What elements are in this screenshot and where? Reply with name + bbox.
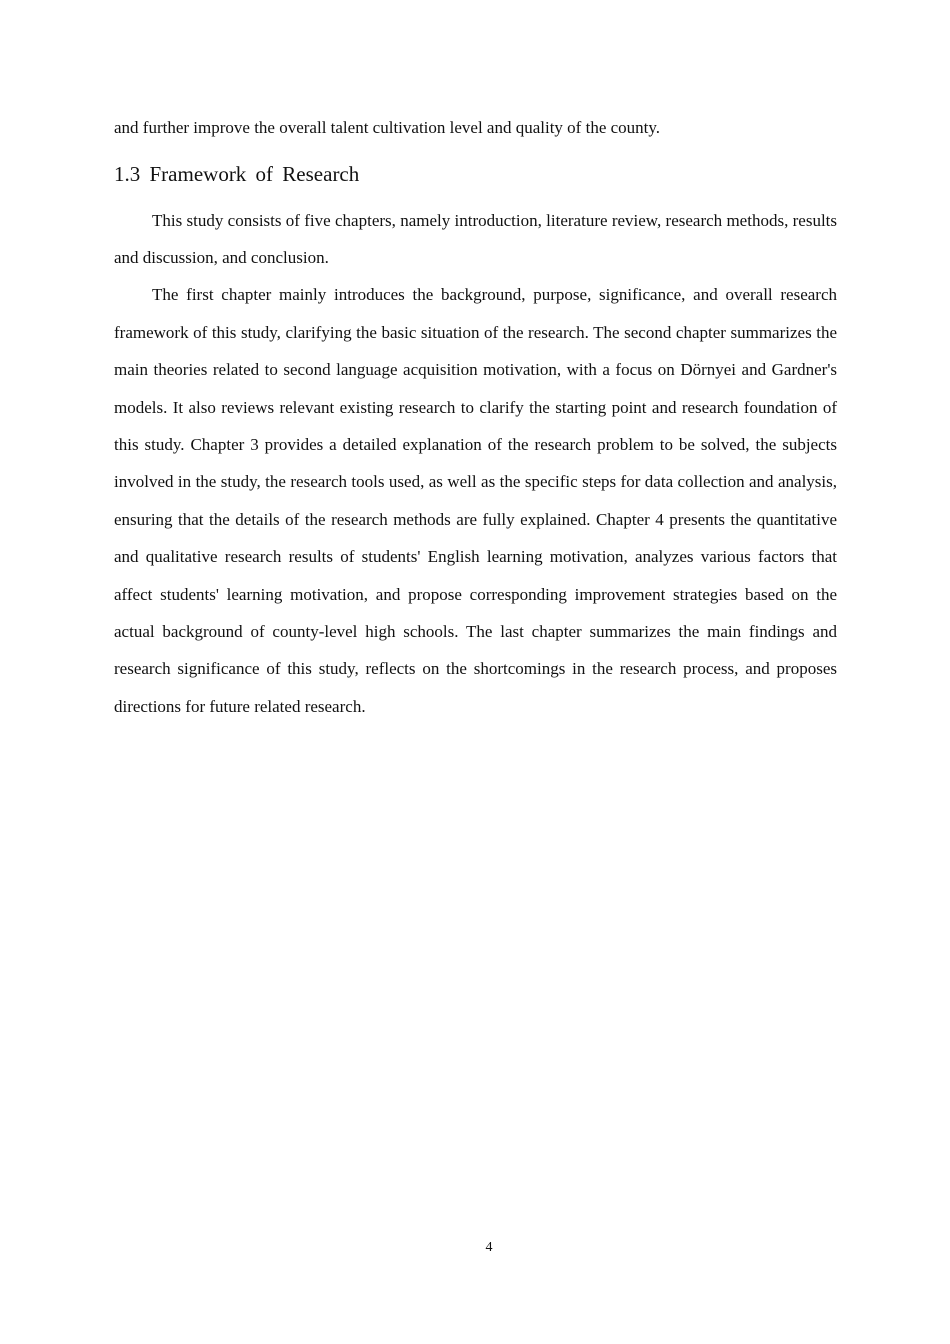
section-heading — [114, 160, 837, 188]
carryover-text: and further improve the overall talent cultivation level and quality of the county. — [114, 118, 661, 137]
page-content — [114, 109, 837, 725]
section-title: Framework of Research — [149, 161, 360, 186]
page-number: 4 — [485, 1240, 493, 1255]
paragraph-chapter-details: The first chapter mainly introduces the background, purpose, significance, and overall research framework of this study, clarifying the basic situation of the research. The second chapter summarizes the main theories related to second language acquisition motivation, with a focus on Dörnyei and Gardner's models. It also reviews relevant existing research to clarify the starting point and research foundation of this study. Chapter 3 provides a detailed explanation of the research problem to be solved, the subjects involved in the study, the research tools used, as well as the specific steps for data collection and analysis, ensuring that the details of the research methods are fully explained. Chapter 4 presents the quantitative and qualitative research results of students' English learning motivation, analyzes various factors that affect students' learning motivation, and propose corresponding improvement strategies based on the actual background of county-level high schools. The last chapter summarizes the main findings and research significance of this study, reflects on the shortcomings in the research process, and proposes directions for future related research. — [114, 285, 837, 716]
section-number: 1.3 — [114, 161, 141, 186]
paragraph-chapters-overview: This study consists of five chapters, namely introduction, literature review, research methods, results and discussion, and conclusion. — [114, 210, 837, 267]
